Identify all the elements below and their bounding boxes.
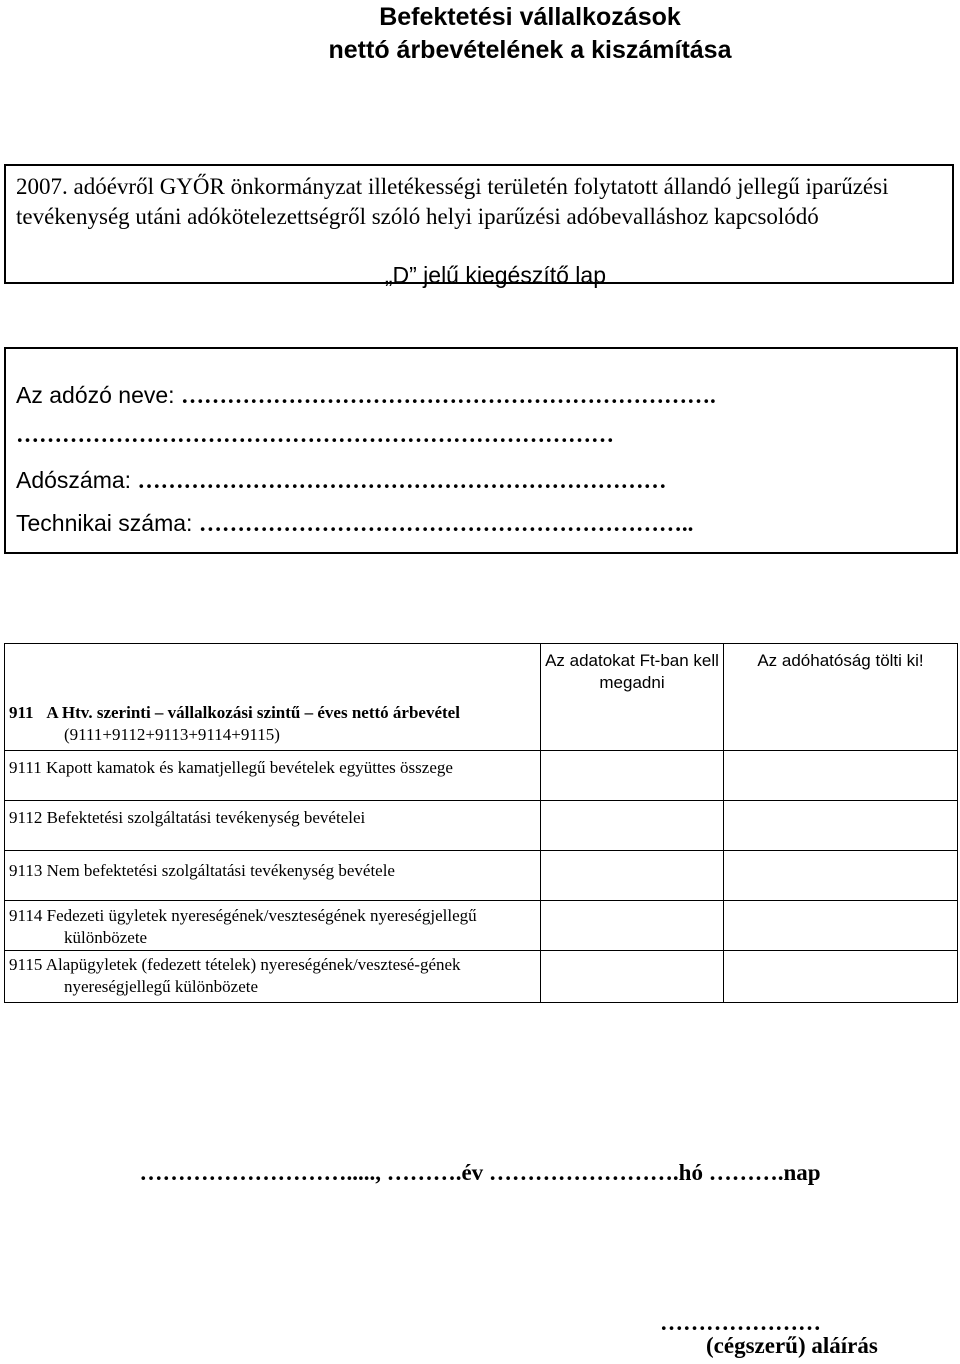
technical-number-label: Technikai száma: (16, 510, 193, 536)
taxpayer-name-dots: ……………………………………………………………. (180, 383, 716, 408)
taxpayer-name-label: Az adózó neve: (16, 382, 175, 408)
row-911-authority-cell (724, 698, 958, 750)
row-code: 9115 (9, 955, 43, 974)
revenue-table (4, 643, 958, 1003)
table-row-911 (5, 644, 541, 751)
tax-number-field[interactable] (16, 467, 666, 494)
place-date-line[interactable]: ………………………....., ……….év …………………….hó ……….nap (139, 1160, 821, 1185)
amount-header-text: Az adatokat Ft-ban kell megadni (545, 651, 719, 692)
signature-label: (cégszerű) aláírás (706, 1333, 878, 1358)
row-9113-amount-cell[interactable] (541, 851, 724, 901)
intro-box (4, 164, 954, 288)
row-text: Alapügyletek (fedezett tételek) nyereségének/vesztesé-gének nyereségjellegű különbözete (45, 955, 461, 996)
row-9115-amount-cell[interactable] (541, 951, 724, 1003)
row-9112-amount-cell[interactable] (541, 801, 724, 851)
taxpayer-box (4, 347, 958, 554)
row-text: Befektetési szolgáltatási tevékenység bevételei (46, 808, 366, 827)
row-text: Fedezeti ügyletek nyereségének/veszteségének nyereségjellegű különbözete (46, 906, 477, 947)
table-row (5, 801, 541, 851)
table-row (5, 901, 541, 951)
row-code: 9114 (9, 906, 43, 925)
table-row (5, 951, 541, 1003)
taxpayer-name-dots-2: …………………………………………………………………… (16, 422, 614, 447)
technical-number-field[interactable] (16, 510, 693, 537)
taxpayer-name-field[interactable] (16, 382, 716, 409)
table-row (5, 851, 541, 901)
sheet-subtitle: „D” jelű kiegészítő lap (384, 262, 606, 288)
taxpayer-name-continuation[interactable] (16, 421, 614, 448)
amount-column-header (541, 644, 724, 699)
row-9114-authority-cell (724, 901, 958, 951)
tax-number-label: Adószáma: (16, 467, 132, 493)
row-911-code: 911 (9, 703, 34, 722)
row-9113-authority-cell (724, 851, 958, 901)
authority-header-text: Az adóhatóság tölti ki! (757, 651, 924, 670)
table-row (5, 751, 541, 801)
row-9111-authority-cell (724, 751, 958, 801)
row-911-amount-cell[interactable] (541, 698, 724, 750)
tax-number-dots: …………………………………………………………… (137, 468, 667, 493)
intro-text: 2007. adóévről GYŐR önkormányzat illetékességi területén folytatott állandó jellegű iparűzési tevékenység utáni adókötelezettségről szóló helyi iparűzési adóbevalláshoz kapcsolódó (16, 174, 889, 229)
row-text: Kapott kamatok és kamatjellegű bevételek együttes összege (46, 758, 453, 777)
row-code: 9111 (9, 758, 42, 777)
page-title-line2: nettó árbevételének a kiszámítása (328, 36, 732, 64)
row-9112-authority-cell (724, 801, 958, 851)
page-title-line1: Befektetési vállalkozások (379, 3, 681, 31)
row-text: Nem befektetési szolgáltatási tevékenység bevétele (46, 861, 395, 880)
row-9115-authority-cell (724, 951, 958, 1003)
technical-number-dots: ……………………………………………………….. (198, 511, 694, 536)
row-911-formula: (9111+9112+9113+9114+9115) (64, 725, 280, 744)
authority-column-header (724, 644, 958, 699)
row-code: 9112 (9, 808, 43, 827)
row-9114-amount-cell[interactable] (541, 901, 724, 951)
row-code: 9113 (9, 861, 43, 880)
row-9111-amount-cell[interactable] (541, 751, 724, 801)
row-911-bold-text: A Htv. szerinti – vállalkozási szintű – éves nettó árbevétel (46, 703, 460, 722)
signature-dots[interactable]: ………………… (660, 1310, 821, 1335)
